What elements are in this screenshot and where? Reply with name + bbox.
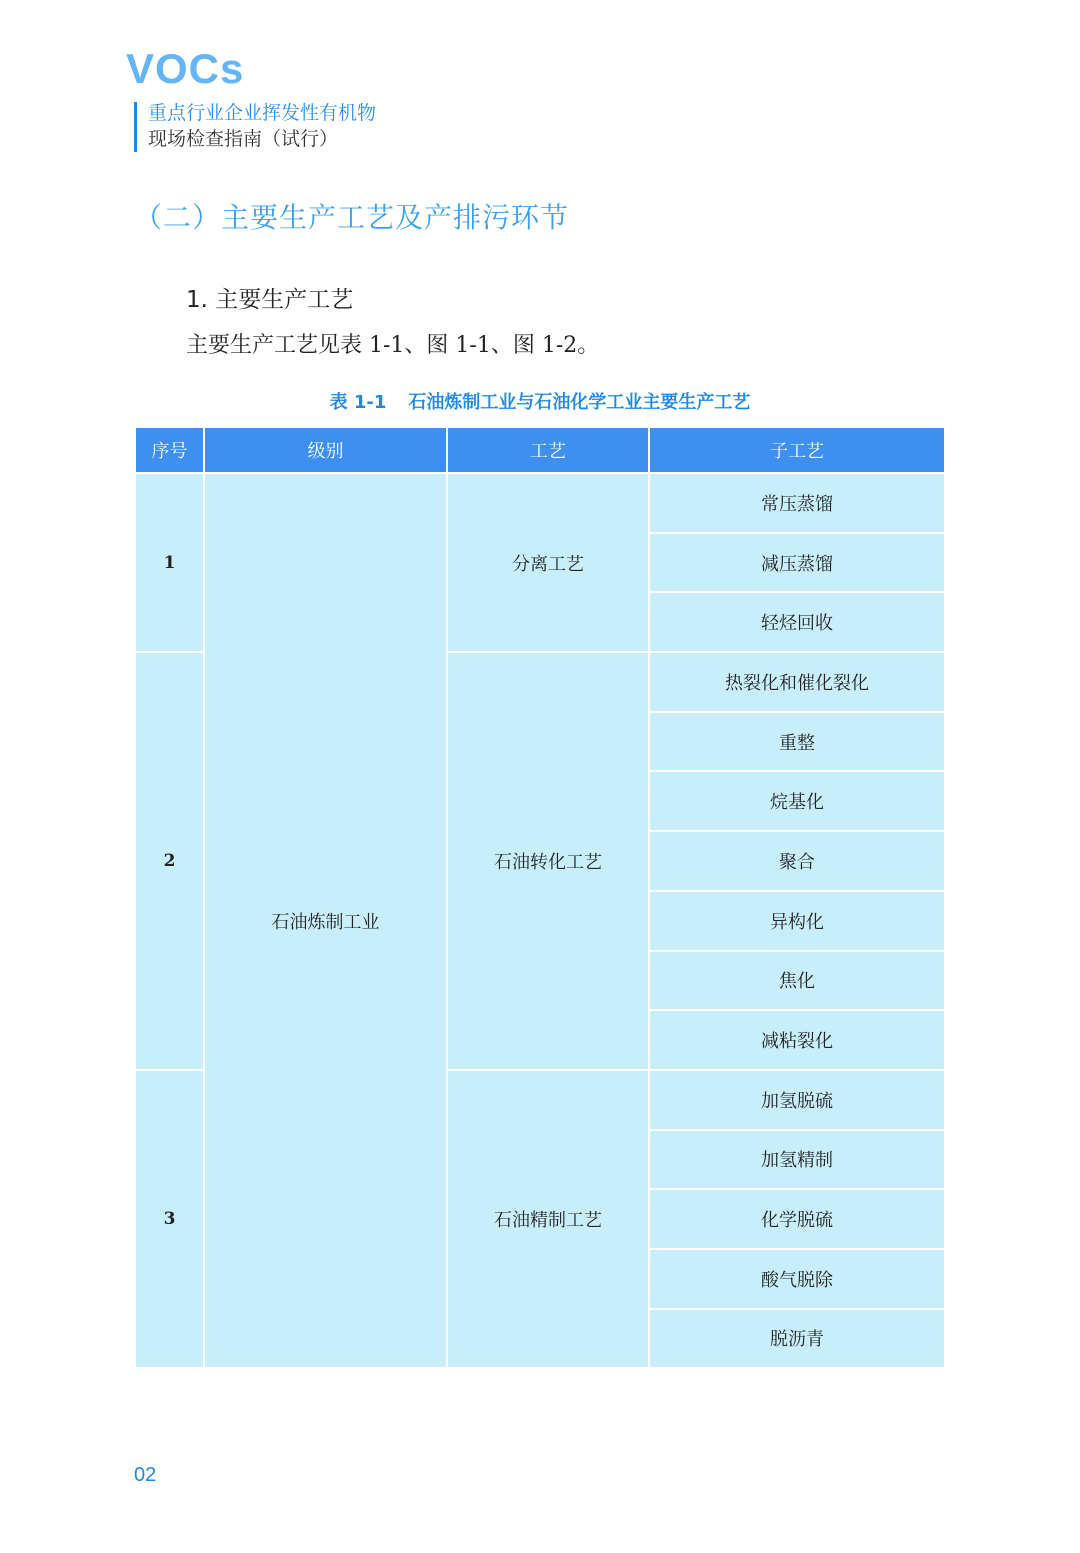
book-title-line1: 重点行业企业挥发性有机物 <box>148 102 377 124</box>
process-cell: 石油精制工艺 <box>447 1070 649 1368</box>
subprocess-cell: 热裂化和催化裂化 <box>649 652 944 712</box>
brand-logo: VOCs <box>126 45 245 92</box>
process-cell: 分离工艺 <box>447 473 649 652</box>
seq-cell: 2 <box>136 652 204 1070</box>
subprocess-cell: 常压蒸馏 <box>649 473 944 533</box>
header-process: 工艺 <box>447 428 649 473</box>
table-caption <box>0 390 1080 416</box>
section-title: （二）主要生产工艺及产排污环节 <box>134 201 570 234</box>
subprocess-cell: 聚合 <box>649 831 944 891</box>
subprocess-cell: 减压蒸馏 <box>649 533 944 593</box>
subsection-heading: 1. 主要生产工艺 <box>186 287 354 313</box>
body-paragraph: 主要生产工艺见表 1-1、图 1-1、图 1-2。 <box>186 333 600 358</box>
table-caption-number: 表 1-1 <box>329 392 387 413</box>
seq-cell: 1 <box>136 473 204 652</box>
subprocess-cell: 加氢脱硫 <box>649 1070 944 1130</box>
subprocess-cell: 化学脱硫 <box>649 1189 944 1249</box>
book-title-line2: 现场检查指南（试行） <box>148 128 339 150</box>
subprocess-cell: 重整 <box>649 712 944 772</box>
subprocess-cell: 烷基化 <box>649 771 944 831</box>
seq-cell: 3 <box>136 1070 204 1368</box>
subprocess-cell: 焦化 <box>649 951 944 1011</box>
level-cell: 石油炼制工业 <box>204 473 447 1368</box>
table-row <box>136 473 944 533</box>
subprocess-cell: 轻烃回收 <box>649 592 944 652</box>
subprocess-cell: 酸气脱除 <box>649 1249 944 1309</box>
subprocess-cell: 减粘裂化 <box>649 1010 944 1070</box>
subprocess-cell: 加氢精制 <box>649 1130 944 1190</box>
header-seq: 序号 <box>136 428 204 473</box>
process-cell: 石油转化工艺 <box>447 652 649 1070</box>
page-number: 02 <box>134 1464 157 1486</box>
table-caption-title: 石油炼制工业与石油化学工业主要生产工艺 <box>408 392 751 413</box>
header-level: 级别 <box>204 428 447 473</box>
header-subprocess: 子工艺 <box>649 428 944 473</box>
subprocess-cell: 脱沥青 <box>649 1309 944 1369</box>
brand-divider <box>134 102 137 152</box>
process-table <box>136 428 944 1369</box>
table-header-row <box>136 428 944 473</box>
subprocess-cell: 异构化 <box>649 891 944 951</box>
